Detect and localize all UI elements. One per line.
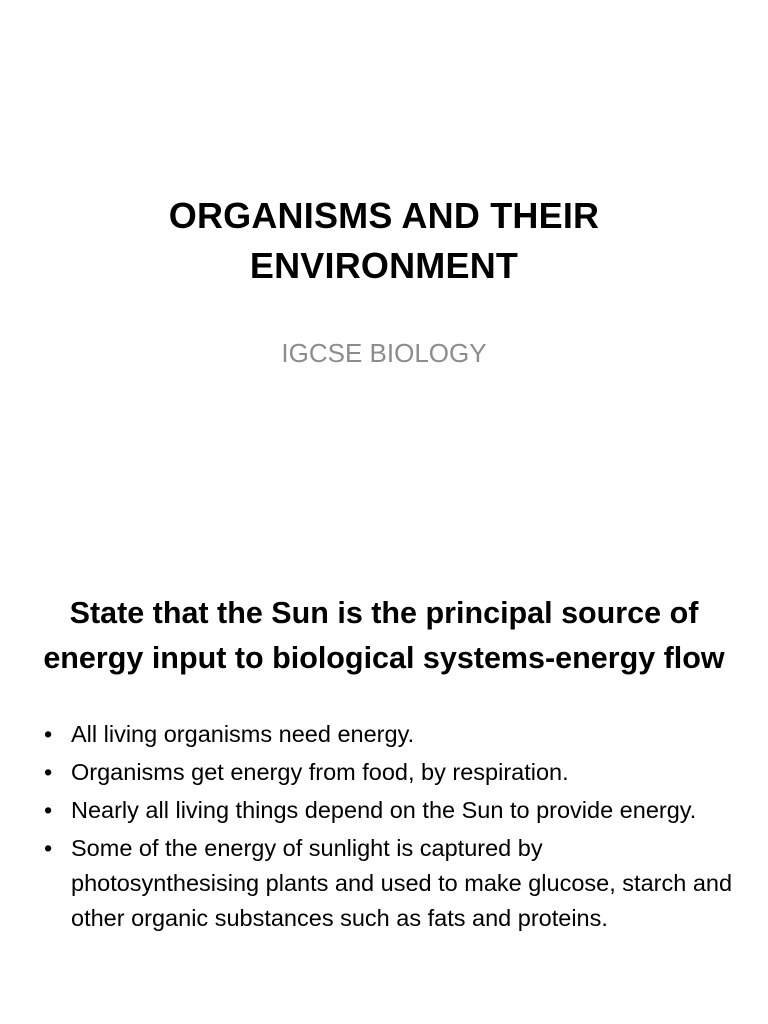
bullet-item bbox=[44, 831, 734, 936]
bullet-text: Organisms get energy from food, by respiration. bbox=[71, 759, 569, 785]
bullet-item bbox=[44, 793, 734, 828]
slide-title: ORGANISMS AND THEIR ENVIRONMENT bbox=[168, 195, 600, 286]
bullet-marker: • bbox=[44, 797, 53, 823]
bullet-text: All living organisms need energy. bbox=[71, 721, 415, 747]
bullet-item bbox=[44, 755, 734, 790]
content-slide bbox=[0, 512, 768, 1024]
slide-subtitle: IGCSE BIOLOGY bbox=[281, 338, 487, 368]
bullet-marker: • bbox=[44, 759, 53, 785]
bullet-list bbox=[44, 717, 734, 939]
bullet-text: Some of the energy of sunlight is captured by photosynthesising plants and used to make glucose, starch and other organic substances such as fats and proteins. bbox=[71, 835, 733, 931]
bullet-text: Nearly all living things depend on the Sun to provide energy. bbox=[71, 797, 697, 823]
slide-title: State that the Sun is the principal source of energy input to biological systems-energy flow bbox=[43, 596, 725, 675]
bullet-marker: • bbox=[44, 835, 53, 861]
bullet-item bbox=[44, 717, 734, 752]
bullet-marker: • bbox=[44, 721, 53, 747]
